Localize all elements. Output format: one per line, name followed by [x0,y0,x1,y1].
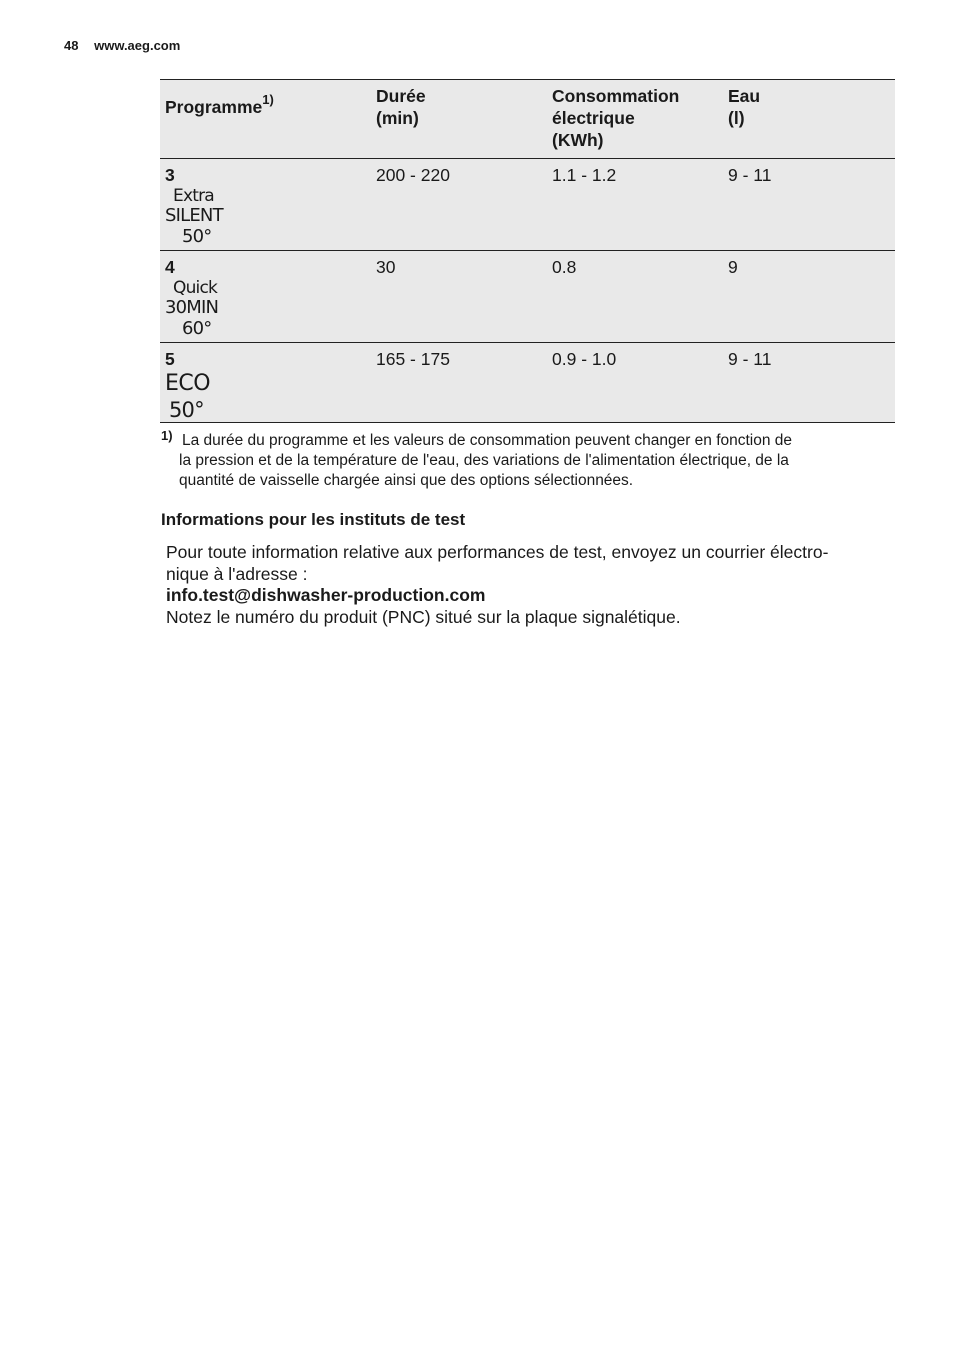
programme-symbol-label: ECO [165,371,211,396]
paragraph-line: nique à l'adresse : [166,563,308,584]
column-header-line: (KWh) [552,130,604,150]
energy-cell: 1.1 - 1.2 [552,165,617,185]
column-header-line: (l) [728,108,745,128]
column-header-programme-label: Programme [165,97,263,117]
programme-number: 4 [165,257,175,277]
column-header-line: (min) [376,108,419,128]
paragraph-line: Notez le numéro du produit (PNC) situé sur la plaque signalétique. [166,606,681,627]
column-header-line: Consommation [552,86,680,106]
contact-email-link[interactable]: info.test@dishwasher-production.com [166,585,486,605]
column-header-duration [371,80,547,158]
energy-cell: 0.8 [552,257,577,277]
water-cell: 9 - 11 [728,349,772,369]
programme-symbol-label: SILENT [165,205,223,226]
duration-cell: 30 [376,257,396,277]
programme-cell [160,343,371,422]
footnote-line: quantité de vaisselle chargée ainsi que des options sélectionnées. [179,472,634,489]
footnote-line: la pression et de la température de l'eau, des variations de l'alimentation électrique, de la [179,452,789,469]
footnote-marker: 1) [161,428,173,443]
page-number: 48 [64,38,79,53]
column-header-line: électrique [552,108,635,128]
programme-number: 5 [165,349,175,369]
paragraph-line: Pour toute information relative aux performances de test, envoyez un courrier électro- [166,542,829,562]
programme-number: 3 [165,165,175,185]
duration-cell: 200 - 220 [376,165,450,185]
section-heading-test-info: Informations pour les instituts de test [161,510,466,529]
table-row [160,343,895,423]
programme-symbol-label: Extra [173,186,214,206]
test-info-body [166,542,886,628]
footnote-line: La durée du programme et les valeurs de consommation peuvent changer en fonction de [182,432,793,449]
programme-table [160,79,895,423]
footnote-reference: 1) [262,92,274,107]
programme-temperature: 50° [182,226,212,247]
programme-symbol-label: Quick [173,278,218,298]
column-header-energy [547,80,723,158]
water-cell: 9 [728,257,738,277]
table-row [160,251,895,343]
programme-cell [160,159,371,250]
programme-temperature: 60° [182,318,212,339]
column-header-programme [160,80,371,158]
column-header-line: Eau [728,86,761,106]
table-header-row [160,80,895,159]
page-header [64,38,180,53]
water-cell: 9 - 11 [728,165,772,185]
table-footnote [161,426,891,491]
table-row [160,159,895,251]
column-header-line: Durée [376,86,426,106]
programme-cell [160,251,371,342]
website-url[interactable]: www.aeg.com [94,38,181,53]
programme-temperature: 50° [169,398,204,422]
duration-cell: 165 - 175 [376,349,450,369]
energy-cell: 0.9 - 1.0 [552,349,617,369]
footnote-text [161,426,891,491]
column-header-water [723,80,895,158]
programme-symbol-label: 30MIN [165,297,219,318]
